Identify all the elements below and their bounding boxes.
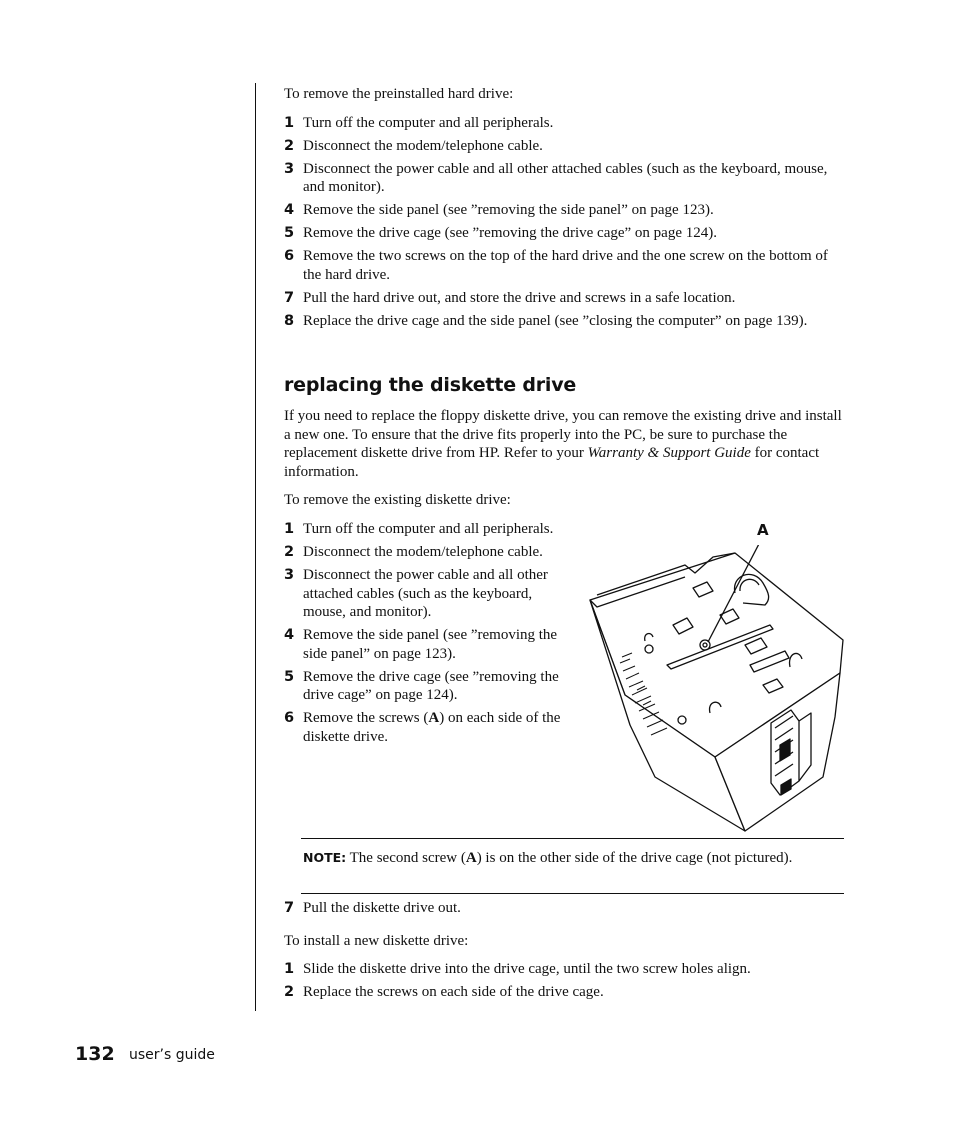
step-number: 5 — [284, 668, 295, 685]
intro-text: To remove the existing diskette drive: — [284, 492, 511, 508]
step-number: 3 — [284, 567, 295, 583]
step-text: Remove the screws ( — [303, 710, 429, 726]
step-text: Disconnect the modem/telephone cable. — [303, 544, 543, 560]
list-item — [284, 160, 844, 197]
step-text: Turn off the computer and all peripherals. — [303, 114, 554, 131]
step-text: Turn off the computer and all peripherals. — [303, 521, 554, 537]
list-item — [284, 201, 844, 220]
list-item — [284, 137, 844, 156]
note-text — [303, 849, 833, 868]
step-text: Remove the drive cage (see ”removing the drive cage” on page 124). — [303, 225, 717, 241]
step-text: Replace the screws on each side of the drive cage. — [303, 983, 604, 1000]
list-item — [284, 566, 574, 622]
intro-text: To install a new diskette drive: — [284, 933, 469, 949]
guide-title: Warranty & Support Guide — [587, 445, 751, 461]
step-7-list — [284, 899, 844, 918]
page-number: 132 — [75, 1043, 115, 1065]
step-number: 1 — [284, 960, 295, 977]
install-steps — [284, 960, 844, 1002]
list-item — [284, 960, 844, 979]
step-text: Disconnect the power cable and all other attached cables (such as the keyboard, mouse, and monitor). — [303, 160, 828, 195]
step-text: Replace the drive cage and the side panel (see ”closing the computer” on page 139). — [303, 312, 808, 329]
list-item — [284, 668, 574, 705]
step-number: 6 — [284, 710, 295, 726]
figure-callout-label: A — [757, 521, 769, 539]
step-number: 6 — [284, 248, 295, 264]
step-number: 7 — [284, 289, 295, 306]
paragraph-text-end: for contact information. — [284, 445, 820, 480]
intro-text: To remove the preinstalled hard drive: — [284, 86, 514, 102]
step-text: Remove the drive cage (see ”removing the drive cage” on page 124). — [303, 668, 559, 703]
step-text: Pull the hard drive out, and store the drive and screws in a safe location. — [303, 289, 736, 306]
step-text: Slide the diskette drive into the drive cage, until the two screw holes align. — [303, 960, 751, 977]
section-remove-hard-drive — [284, 85, 844, 335]
list-item — [284, 224, 844, 243]
step-number: 2 — [284, 544, 295, 560]
step-number: 1 — [284, 114, 295, 131]
step-number: 4 — [284, 202, 295, 218]
step-number: 2 — [284, 137, 295, 154]
callout-ref: A — [428, 710, 440, 726]
step-number: 1 — [284, 521, 295, 537]
diskette-step-7 — [284, 899, 844, 922]
step-text: Pull the diskette drive out. — [303, 900, 461, 916]
section-install-diskette — [284, 932, 844, 1006]
step-text: Disconnect the power cable and all other attached cables (such as the keyboard, mouse, and monitor). — [303, 567, 548, 620]
step-number: 2 — [284, 983, 295, 1000]
list-item — [284, 983, 844, 1002]
list-item — [284, 899, 844, 918]
step-text: Remove the two screws on the top of the hard drive and the one screw on the bottom of the hard drive. — [303, 248, 828, 283]
step-text: Remove the side panel (see ”removing the side panel” on page 123). — [303, 627, 558, 662]
margin-rule — [255, 83, 256, 1011]
list-item — [284, 520, 574, 539]
section-replace-diskette — [284, 407, 844, 510]
step-text: Remove the side panel (see ”removing the side panel” on page 123). — [303, 202, 714, 218]
step-number: 7 — [284, 900, 295, 916]
note-body: The second screw ( — [346, 850, 466, 866]
note-label: NOTE: — [303, 850, 347, 865]
step-number: 3 — [284, 160, 295, 177]
list-item — [284, 709, 574, 746]
list-item — [284, 114, 844, 133]
section-heading: replacing the diskette drive — [284, 374, 577, 396]
diskette-steps-column — [284, 520, 574, 751]
note-body-end: ) is on the other side of the drive cage (not pictured). — [476, 850, 793, 866]
hard-drive-steps — [284, 114, 844, 331]
paragraph-text: If you need to replace the floppy diskette drive, you can remove the existing drive and install a new one. To ensure that the drive fits properly into the PC, be sure to purchase the replacement diskette drive from HP. Refer to your — [284, 408, 842, 461]
list-item — [284, 543, 574, 562]
step-number: 8 — [284, 312, 295, 329]
list-item — [284, 247, 844, 284]
diskette-steps — [284, 520, 574, 746]
footer-title: user’s guide — [129, 1047, 215, 1063]
step-text-end: ) on each side of the diskette drive. — [303, 710, 561, 745]
step-number: 5 — [284, 225, 295, 241]
callout-ref: A — [465, 850, 477, 866]
intro-paragraph — [284, 407, 844, 481]
list-item — [284, 289, 844, 308]
step-number: 4 — [284, 627, 295, 643]
list-item — [284, 312, 844, 331]
step-text: Disconnect the modem/telephone cable. — [303, 137, 543, 154]
list-item — [284, 626, 574, 663]
drive-cage-illustration — [585, 545, 845, 835]
note-box — [301, 838, 844, 894]
